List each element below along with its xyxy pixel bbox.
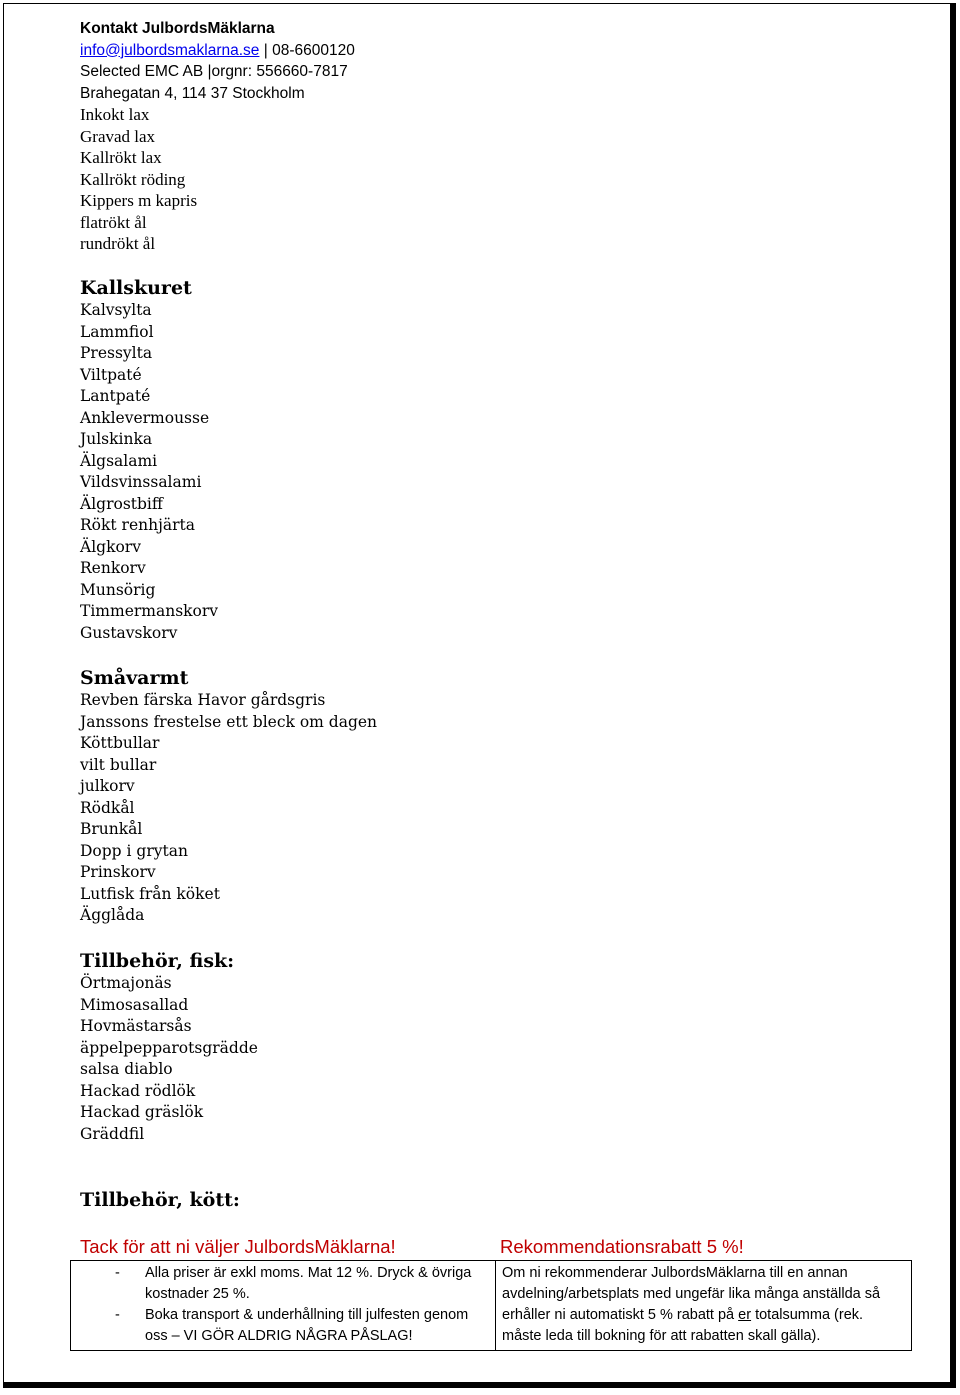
list-item: Dopp i grytan <box>80 841 188 860</box>
contact-email-line <box>80 40 355 62</box>
list-item: Lantpaté <box>80 387 151 405</box>
section-tillbehor-fisk <box>80 949 258 1145</box>
list-item: Kalvsylta <box>80 301 152 319</box>
list-item: Brunkål <box>80 820 143 838</box>
list-item: Rödkål <box>80 798 135 817</box>
list-item: Hovmästarsås <box>80 1017 192 1035</box>
contact-block <box>80 18 355 104</box>
section-kallskuret <box>80 276 218 644</box>
list-item: Julskinka <box>80 430 153 448</box>
list-item: Hackad rödlök <box>80 1081 196 1100</box>
list-item: Älgrostbiff <box>80 494 163 513</box>
list-item: Älgkorv <box>80 537 141 556</box>
terms-cell <box>71 1261 496 1351</box>
list-item: Munsörig <box>80 580 156 599</box>
list-item: Inkokt lax <box>80 105 150 124</box>
discount-cell <box>496 1261 912 1351</box>
bullet-text: Alla priser är exkl moms. Mat 12 %. Dryck & övriga kostnader 25 %. <box>145 1265 472 1302</box>
list-item: Revben färska Havor gårdsgris <box>80 691 326 709</box>
bullet-item <box>77 1305 489 1347</box>
list-item: Hackad gräslök <box>80 1103 204 1121</box>
list-item: Lutfisk från köket <box>80 884 220 903</box>
list-item: Gräddfil <box>80 1124 145 1143</box>
company-line: Selected EMC AB |orgnr: 556660-7817 <box>80 63 348 80</box>
section-heading: Tillbehör, fisk: <box>80 950 235 972</box>
section-list <box>80 300 218 644</box>
section-heading: Kallskuret <box>80 277 192 299</box>
section-heading: Tillbehör, kött: <box>80 1189 240 1211</box>
phone-number: 08-6600120 <box>272 41 355 59</box>
list-item: Viltpaté <box>80 365 142 384</box>
list-item: flatrökt ål <box>80 212 147 232</box>
list-item: Mimosasallad <box>80 995 189 1014</box>
list-item: Anklevermousse <box>80 408 210 427</box>
discount-heading: Rekommendationsrabatt 5 %! <box>500 1236 744 1257</box>
section-heading: Småvarmt <box>80 667 189 689</box>
list-item: Gravad lax <box>80 126 156 146</box>
list-item: Janssons frestelse ett bleck om dagen <box>80 712 378 731</box>
list-item: Kippers m kapris <box>80 191 198 210</box>
bullet-dash: - <box>115 1307 120 1323</box>
address-line: Brahegatan 4, 114 37 Stockholm <box>80 84 305 102</box>
section-list <box>80 973 258 1145</box>
list-item: äppelpepparotsgrädde <box>80 1038 258 1057</box>
list-item: Ägglåda <box>80 906 145 924</box>
bullet-dash: - <box>115 1265 120 1281</box>
list-item: Köttbullar <box>80 734 160 752</box>
list-item: salsa diablo <box>80 1060 173 1078</box>
section-list <box>80 690 377 927</box>
list-item: Vildsvinssalami <box>80 473 202 491</box>
discount-text-underlined: er <box>738 1307 752 1323</box>
list-item: Rökt renhjärta <box>80 516 196 534</box>
list-item: Älgsalami <box>80 451 158 470</box>
list-item: Kallrökt röding <box>80 169 186 189</box>
info-table <box>70 1260 912 1351</box>
list-item: Pressylta <box>80 344 153 362</box>
list-item: Renkorv <box>80 559 146 577</box>
bullet-item <box>77 1263 489 1305</box>
list-item: Prinskorv <box>80 863 156 881</box>
bullet-text: Boka transport & underhållning till julfesten genom oss – VI GÖR ALDRIG NÅGRA PÅSLAG! <box>145 1307 469 1344</box>
list-item: Lammfiol <box>80 322 154 341</box>
contact-name: Kontakt JulbordsMäklarna <box>80 20 275 37</box>
list-item: julkorv <box>80 777 135 795</box>
email-link[interactable]: info@julbordsmaklarna.se <box>80 41 260 59</box>
section-tillbehor-kott <box>80 1188 240 1212</box>
list-item: rundrökt ål <box>80 234 156 253</box>
list-item: Gustavskorv <box>80 623 178 642</box>
discount-text-part1: Om ni rekommenderar JulbordsMäklarna till en annan avdelning/arbetsplats med ungefär lika många anställda så erhåller ni automatiskt 5 % rabatt på <box>502 1265 881 1323</box>
list-item: Timmermanskorv <box>80 602 219 620</box>
list-item: Kallrökt lax <box>80 148 162 167</box>
thanks-text: Tack för att ni väljer JulbordsMäklarna! <box>80 1236 396 1257</box>
list-item: Örtmajonäs <box>80 974 172 992</box>
list-item: vilt bullar <box>80 755 157 774</box>
fish-list <box>80 104 197 255</box>
section-smavarmt <box>80 666 377 927</box>
separator: | <box>263 41 268 59</box>
discount-text-part2: totalsumma (rek. måste leda till bokning för att rabatten skall gälla). <box>502 1307 864 1344</box>
